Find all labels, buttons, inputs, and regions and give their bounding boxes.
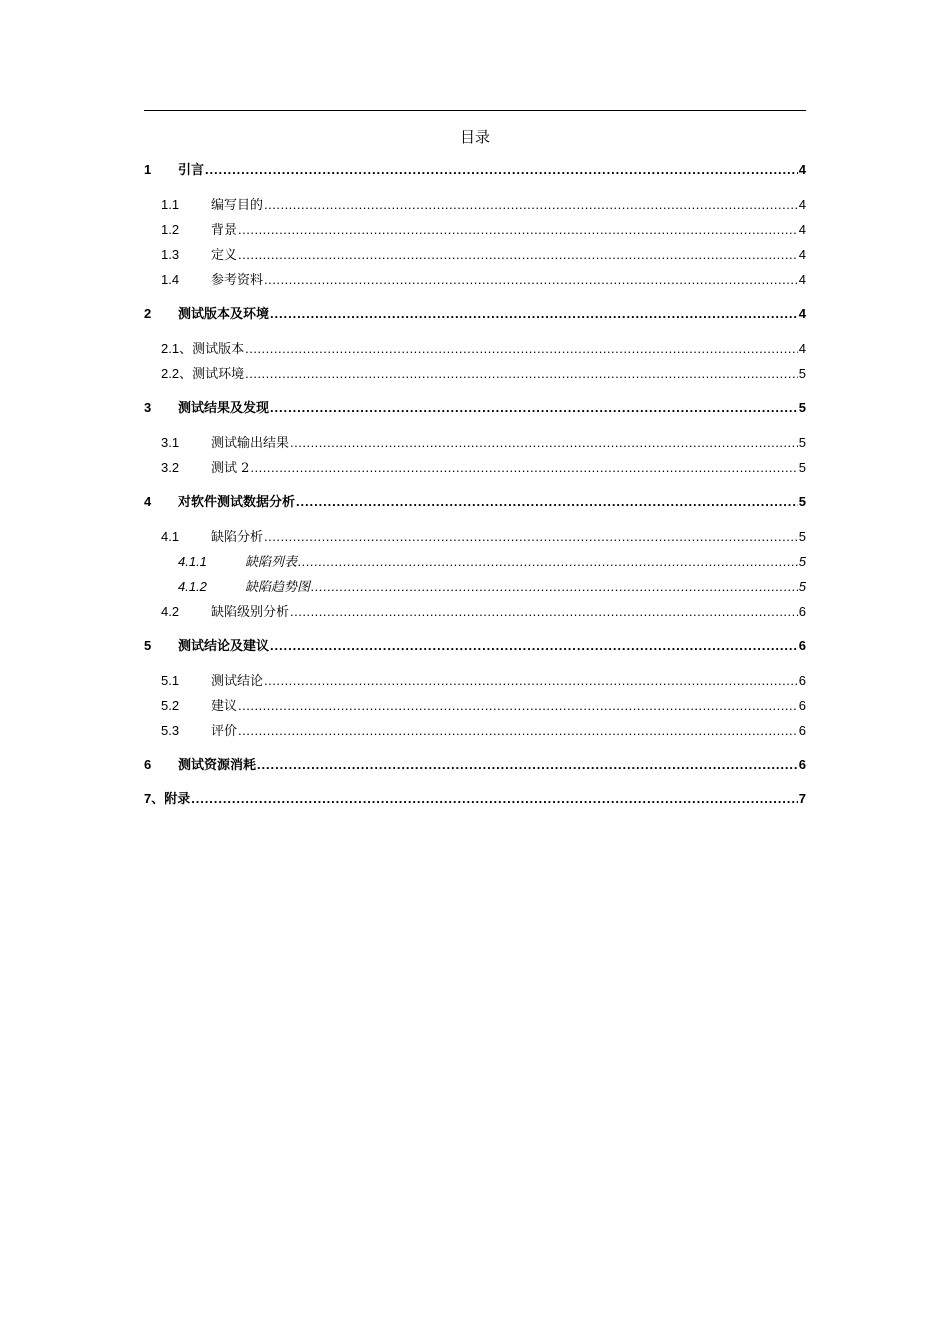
- dot-leader: [238, 217, 798, 242]
- toc-entry-label: 缺陷分析: [211, 530, 264, 545]
- dot-leader: [290, 599, 798, 624]
- toc-entry-page: 5: [798, 400, 806, 415]
- toc-entry-5[interactable]: [144, 634, 806, 658]
- toc-entry-number: 6: [144, 757, 152, 772]
- toc-entry-number: 1: [144, 162, 152, 177]
- toc-entry-number: 4.1.1: [178, 554, 207, 569]
- toc-entry-4[interactable]: [144, 490, 806, 514]
- toc-entry-page: 4: [798, 222, 806, 237]
- toc-entry-number: 1.1: [161, 197, 180, 212]
- dot-leader: [191, 787, 798, 811]
- toc-entry-label: 测试结论: [211, 674, 264, 689]
- dot-leader: [245, 336, 798, 361]
- toc-entry-page: 5: [798, 366, 806, 381]
- toc-entry-number: 1.2: [161, 222, 180, 237]
- toc-entry-label: 定义: [211, 248, 238, 263]
- toc-entry-label: 建议: [211, 699, 238, 714]
- toc-entry-1-1[interactable]: [144, 192, 806, 217]
- toc-entry-number: 4.1: [161, 529, 180, 544]
- toc-title: 目录: [459, 128, 490, 146]
- toc-entry-page: 6: [798, 638, 806, 653]
- toc-entry-page: 4: [798, 162, 806, 177]
- toc-entry-page: 5: [798, 529, 806, 544]
- dot-leader: [270, 634, 798, 658]
- toc-entry-number: 1.3: [161, 247, 180, 262]
- toc-entry-2-2[interactable]: [144, 361, 806, 386]
- toc-entry-2[interactable]: [144, 302, 806, 326]
- toc-entry-3-2[interactable]: [144, 455, 806, 480]
- table-of-contents: [144, 158, 806, 811]
- dot-leader: [238, 718, 798, 743]
- dot-leader: [250, 455, 797, 480]
- toc-entry-label: 测试结论及建议: [178, 639, 270, 654]
- toc-entry-3[interactable]: [144, 396, 806, 420]
- toc-entry-label: 测试版本及环境: [178, 307, 270, 322]
- toc-entry-page: 6: [798, 723, 806, 738]
- dot-leader: [205, 158, 798, 182]
- toc-entry-label: 测试环境: [192, 367, 245, 382]
- toc-entry-number: 2.1、: [161, 341, 193, 356]
- toc-entry-number: 4.2: [161, 604, 180, 619]
- toc-entry-number: 4: [144, 494, 152, 509]
- toc-entry-number: 4.1.2: [178, 579, 207, 594]
- toc-entry-page: 5: [798, 435, 806, 450]
- toc-entry-5-2[interactable]: [144, 693, 806, 718]
- toc-entry-label: 测试输出结果: [211, 436, 290, 451]
- toc-entry-1-3[interactable]: [144, 242, 806, 267]
- dot-leader: [270, 396, 798, 420]
- toc-entry-label: 测试资源消耗: [178, 758, 257, 773]
- toc-entry-page: 4: [798, 306, 806, 321]
- dot-leader: [270, 302, 798, 326]
- toc-entry-1[interactable]: [144, 158, 806, 182]
- toc-entry-number: 3.2: [161, 460, 180, 475]
- dot-leader: [264, 192, 798, 217]
- toc-entry-label: 缺陷趋势图: [245, 580, 311, 595]
- toc-entry-4-2[interactable]: [144, 599, 806, 624]
- toc-entry-number: 1.4: [161, 272, 180, 287]
- toc-entry-label: 测试结果及发现: [178, 401, 270, 416]
- toc-entry-number: 5.1: [161, 673, 180, 688]
- dot-leader: [264, 668, 798, 693]
- dot-leader: [238, 242, 798, 267]
- toc-entry-4-1-2[interactable]: [144, 574, 806, 599]
- toc-entry-label: 测试 2: [211, 461, 250, 476]
- toc-entry-5-1[interactable]: [144, 668, 806, 693]
- toc-entry-4-1[interactable]: [144, 524, 806, 549]
- dot-leader: [257, 753, 798, 777]
- toc-entry-5-3[interactable]: [144, 718, 806, 743]
- toc-entry-page: 5: [798, 460, 806, 475]
- toc-entry-page: 4: [798, 272, 806, 287]
- toc-entry-label: 缺陷级别分析: [211, 605, 290, 620]
- toc-entry-label: 编写目的: [211, 198, 264, 213]
- dot-leader: [296, 490, 798, 514]
- toc-entry-number: 7、: [144, 791, 165, 806]
- toc-entry-page: 6: [798, 604, 806, 619]
- toc-entry-7[interactable]: [144, 787, 806, 811]
- toc-entry-4-1-1[interactable]: [144, 549, 806, 574]
- toc-entry-page: 4: [798, 341, 806, 356]
- toc-entry-1-4[interactable]: [144, 267, 806, 292]
- dot-leader: [264, 524, 798, 549]
- toc-entry-page: 6: [798, 673, 806, 688]
- dot-leader: [311, 574, 798, 599]
- dot-leader: [264, 267, 798, 292]
- toc-entry-label: 缺陷列表: [245, 555, 298, 570]
- toc-entry-label: 参考资料: [211, 273, 264, 288]
- toc-entry-6[interactable]: [144, 753, 806, 777]
- dot-leader: [290, 430, 798, 455]
- toc-entry-2-1[interactable]: [144, 336, 806, 361]
- toc-entry-label: 附录: [164, 792, 191, 807]
- toc-entry-page: 6: [798, 698, 806, 713]
- header-rule: [144, 110, 806, 111]
- toc-entry-number: 5.2: [161, 698, 180, 713]
- dot-leader: [245, 361, 798, 386]
- toc-entry-page: 6: [798, 757, 806, 772]
- toc-entry-number: 3.1: [161, 435, 180, 450]
- toc-entry-3-1[interactable]: [144, 430, 806, 455]
- dot-leader: [298, 549, 798, 574]
- toc-entry-label: 对软件测试数据分析: [178, 495, 296, 510]
- toc-entry-number: 2: [144, 306, 152, 321]
- toc-entry-number: 5.3: [161, 723, 180, 738]
- toc-entry-page: 5: [798, 554, 806, 569]
- dot-leader: [238, 693, 798, 718]
- toc-entry-page: 5: [798, 579, 806, 594]
- toc-entry-number: 3: [144, 400, 152, 415]
- toc-entry-label: 背景: [211, 223, 238, 238]
- toc-entry-number: 5: [144, 638, 152, 653]
- toc-entry-number: 2.2、: [161, 366, 193, 381]
- toc-entry-1-2[interactable]: [144, 217, 806, 242]
- toc-entry-page: 5: [798, 494, 806, 509]
- toc-entry-label: 引言: [178, 163, 205, 178]
- toc-entry-page: 7: [798, 791, 806, 806]
- toc-entry-label: 评价: [211, 724, 238, 739]
- toc-entry-page: 4: [798, 197, 806, 212]
- toc-entry-page: 4: [798, 247, 806, 262]
- toc-entry-label: 测试版本: [192, 342, 245, 357]
